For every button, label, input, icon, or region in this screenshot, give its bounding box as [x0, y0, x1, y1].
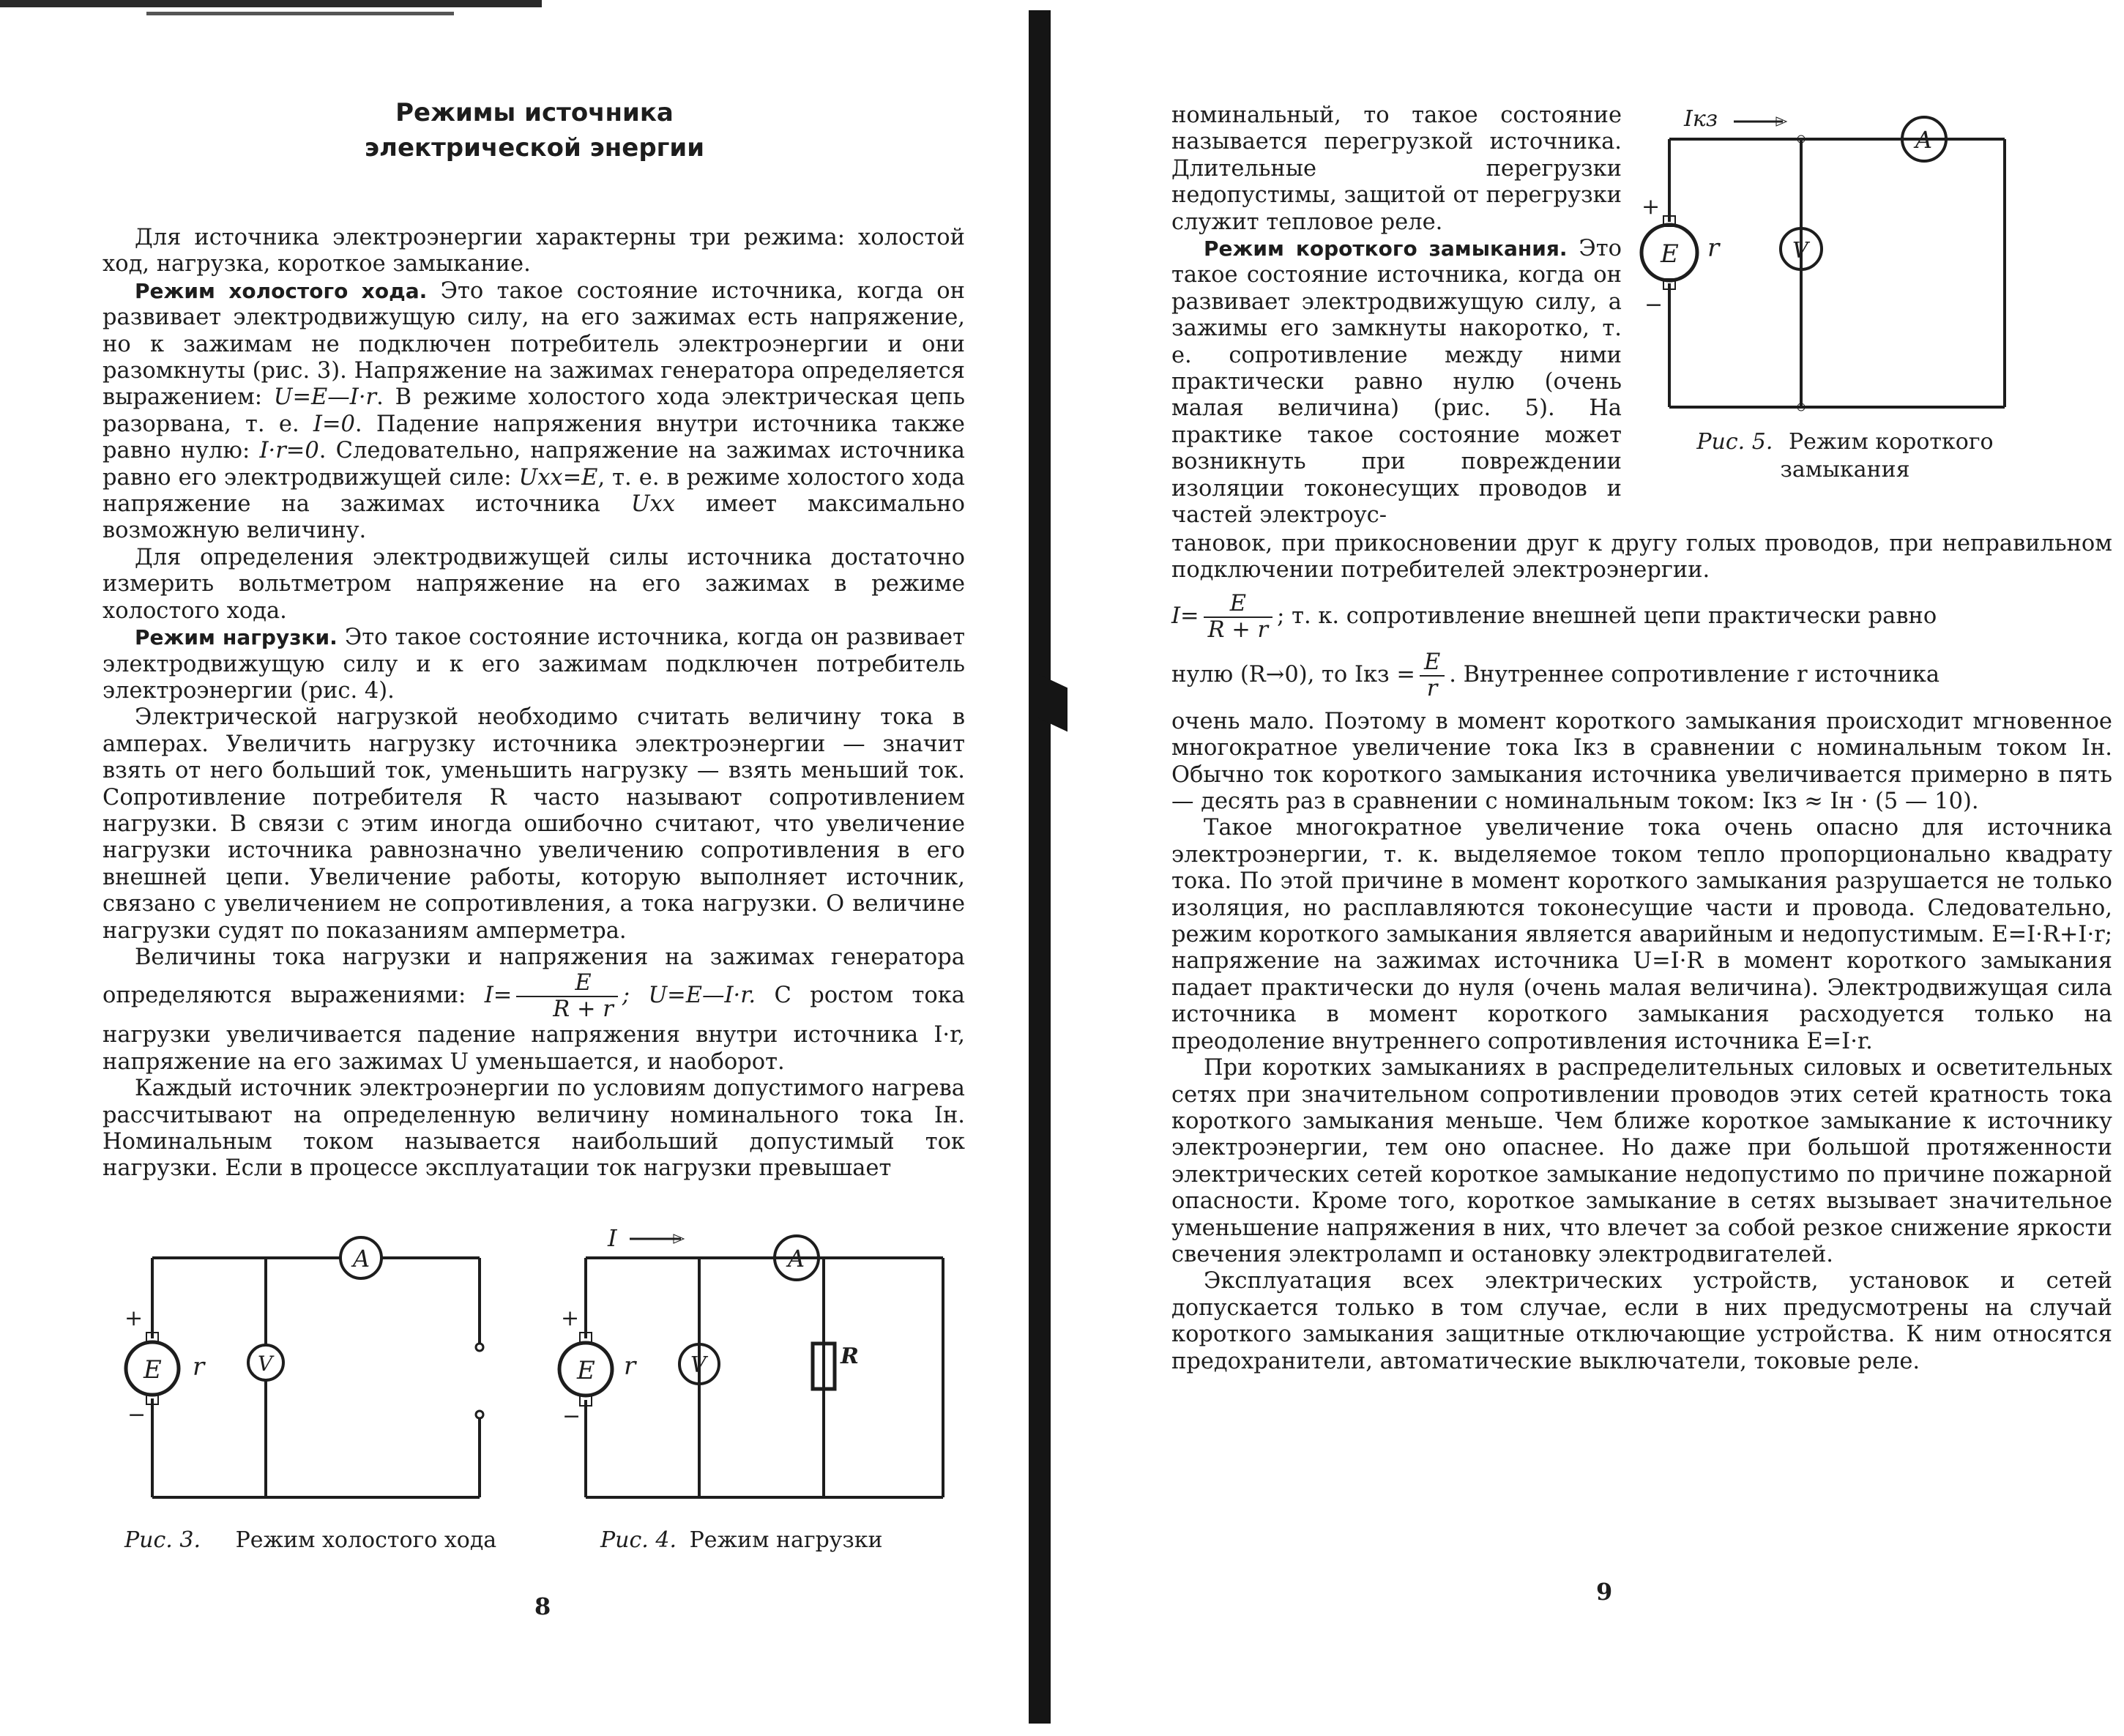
fig3-source-emf-label: E: [144, 1355, 162, 1385]
idle-text-d: . Следовательно, напряжение на зажимах источника равно его электродвижущей силе:: [103, 438, 965, 491]
left-page-number: 8: [534, 1592, 551, 1620]
fraction-e-over-rr-2: [1204, 592, 1273, 643]
fraction-e-over-r: [1420, 650, 1445, 701]
fig3-plus-label: +: [124, 1305, 144, 1331]
fig3-internal-r-label: r: [193, 1352, 205, 1382]
fig4-load-label: R: [841, 1344, 859, 1369]
formula-u-e-ir-2: ; U=E—I·r.: [622, 983, 756, 1009]
fraction-3-denominator: r: [1426, 675, 1438, 701]
fraction-denominator: R + r: [553, 996, 614, 1023]
fig5-internal-r-label: r: [1707, 234, 1720, 263]
figure-4-caption: [600, 1527, 966, 1554]
book-spine: [1029, 10, 1051, 1724]
figure-4-caption-text: Режим нагрузки: [689, 1527, 883, 1553]
fig3-open-contact-top: [476, 1344, 483, 1351]
heading-short-circuit-mode: Режим короткого замыкания.: [1204, 236, 1568, 261]
title-line-1: Режимы источника: [395, 98, 674, 127]
figure-5-caption: [1655, 428, 2035, 484]
formula-line-1: [1171, 592, 2112, 643]
formula-u-e-ir: U=E—I·r: [273, 384, 377, 411]
fig4-voltmeter-label: V: [690, 1352, 707, 1378]
title-line-2: электрической энергии: [364, 133, 705, 163]
paragraph-distribution-networks: При коротких замыканиях в распределительных силовых и осветительных сетях при значительном сопротивлении проводов этих сетей кратность тока короткого замыкания меньше. Чем ближе короткое замыкание к источнику электроэнергии, тем оно опаснее. Но даже при большой протяженности электрических сетей короткое замыкание недопустимо по причине пожарной опасности. Кроме того, короткое замыкание в сетях вызывает значительное уменьшение напряжения в них, что влечет за собой резкое снижение яркости свечения электроламп и остановку электродвигателей.: [1171, 1055, 2112, 1267]
fig4-plus-label: +: [561, 1305, 580, 1331]
idle-text-g: имеет максимально возможную величину.: [103, 491, 965, 544]
formula-2-after: . Внутреннее сопротивление r источника: [1449, 661, 1940, 688]
fig3-ammeter-label: A: [353, 1245, 370, 1273]
fig4-internal-r-label: r: [624, 1352, 636, 1381]
idle-text-b: . В режиме холостого хода электрическая цепь разорвана, т. е.: [103, 384, 965, 437]
fig5-plus-label: +: [1642, 194, 1661, 220]
formula-line-2: [1171, 650, 2112, 701]
fig5-source-emf-label: E: [1661, 239, 1679, 269]
fraction-2-denominator: R + r: [1207, 616, 1269, 643]
left-page: [0, 0, 1025, 1736]
formula-i-lhs: I=: [484, 983, 513, 1009]
formula-uxx-e: Uхх=E: [518, 464, 598, 491]
load-mode-text: Это такое состояние источника, когда он развивает электродвижущую силу и к его зажимам подключен потребитель электроэнергии (рис. 4).: [103, 625, 965, 704]
section-title: [308, 95, 761, 165]
paragraph-load-definition: Электрической нагрузкой необходимо считать величину тока в амперах. Увеличить нагрузку источника электроэнергии — значит взять от него больший ток, уменьшить нагрузку — взять меньший ток. Сопротивление потребителя R часто называют сопротивлением нагрузки. В связи с этим иногда ошибочно считают, что увеличение нагрузки источника равнозначно увеличению сопротивления в его внешней цепи. Увеличение работы, которую выполняет источник, связано с увеличением не сопротивления, а тока нагрузки. О величине нагрузки судят по показаниям амперметра.: [103, 704, 965, 944]
paragraph-short-circuit-cont: тановок, при прикосновении друг к другу голых проводов, при неправильном подключении потребителей электроэнергии.: [1171, 531, 2112, 584]
figure-5-short-circuit: [1642, 103, 2028, 410]
formula-ir-zero: I·r=0: [259, 438, 319, 464]
figure-5-caption-text: Режим короткого замыкания: [1780, 429, 1994, 483]
figure-3-idle-circuit: [117, 1215, 498, 1508]
right-body-text-wide: [1171, 531, 2112, 1375]
right-page-number: 9: [1596, 1578, 1613, 1606]
formula-1-lhs: I=: [1171, 603, 1199, 629]
fig3-minus-label: −: [127, 1402, 146, 1428]
fig5-voltmeter-label: V: [1792, 238, 1808, 264]
paragraph-load-mode: [103, 625, 965, 704]
short-circuit-text: Это такое состояние источника, когда он развивает электродвижущую силу, а зажимы его замкнуты накоротко, т. е. сопротивление между ними практически равно нулю (очень малая величина) (рис. 5). На практике такое состояние может возникнуть при повреждении изоляции токонесущих проводов и частей электроус-: [1171, 236, 1622, 529]
idle-text-e: , т. е. в режиме холостого хода напряжение на зажимах источника: [103, 464, 965, 518]
fig5-minus-label: −: [1644, 292, 1663, 318]
fig4-source-emf-label: E: [577, 1356, 595, 1385]
fig5-current-label: Iкз: [1684, 106, 1718, 132]
figure-3-caption: [124, 1527, 498, 1554]
right-body-text-narrow: [1171, 103, 1622, 529]
paragraph-emf-measure: Для определения электродвижущей силы источника достаточно измерить вольтметром напряжение на его зажимах в режиме холостого хода.: [103, 544, 965, 624]
figure-3-caption-text: Режим холостого хода: [235, 1527, 497, 1553]
formula-2-before: нулю (R→0), то Iкз =: [1171, 661, 1415, 688]
fraction-e-over-rr: [516, 971, 618, 1022]
fraction-2-numerator: E: [1204, 592, 1273, 618]
figure-3-caption-num: Рис. 3.: [124, 1527, 201, 1553]
figure-5-caption-num: Рис. 5.: [1696, 429, 1773, 455]
paragraph-nominal-current: Каждый источник электроэнергии по условиям допустимого нагрева рассчитывают на определенную величину номинального тока Iн. Номинальным током называется наибольший допустимый ток нагрузки. Если в процессе эксплуатации ток нагрузки превышает: [103, 1076, 965, 1182]
left-body-text: [103, 225, 965, 1182]
fig3-voltmeter-label: V: [258, 1352, 273, 1376]
right-page: [1054, 0, 2124, 1736]
paragraph-load-formulas: [103, 945, 965, 1076]
paragraph-idle-mode: [103, 278, 965, 545]
paragraph-overload: номинальный, то такое состояние называется перегрузкой источника. Длительные перегрузки недопустимы, защитой от перегрузки служит тепловое реле.: [1171, 103, 1622, 235]
paragraph-intro: Для источника электроэнергии характерны три режима: холостой ход, нагрузка, короткое замыкание.: [103, 225, 965, 277]
idle-text-c: . Падение напряжения внутри источника также равно нулю:: [103, 411, 965, 464]
paragraph-danger: Такое многократное увеличение тока очень опасно для источника электроэнергии, т. к. выделяемое током тепло пропорционально квадрату тока. По этой причине в момент короткого замыкания разрушается не только изоляция, но расплавляются токонесущие части и провода. Следовательно, режим короткого замыкания является аварийным и недопустимым. E=I·R+I·r; напряжение на зажимах источника U=I·R в момент короткого замыкания падает практически до нуля (очень малая величина). Электродвижущая сила источника в момент короткого замыкания расходуется только на преодоление внутреннего сопротивления источника E=I·r.: [1171, 815, 2112, 1054]
heading-idle-mode: Режим холостого хода.: [135, 278, 428, 303]
paragraph-internal-resistance: очень мало. Поэтому в момент короткого замыкания происходит мгновенное многократное увеличение тока Iкз в сравнении с номинальным током Iн. Обычно ток короткого замыкания источника увеличивается примерно в пять — десять раз в сравнении с номинальным током: Iкз ≈ Iн · (5 — 10).: [1171, 708, 2112, 815]
fig5-ammeter-label: A: [1915, 126, 1933, 154]
idle-text-a: Это такое состояние источника, когда он развивает электродвижущую силу, на его зажимах есть напряжение, но к зажимам не подключен потребитель электроэнергии и они разомкнуты (рис. 3). Напряжение на зажимах генератора определяется выражением:: [103, 277, 965, 411]
formula-uxx: Uхх: [630, 491, 676, 518]
formulas-intro: Величины тока нагрузки и напряжения на зажимах генератора определяются выражениями:: [103, 944, 965, 1009]
figure-4-caption-num: Рис. 4.: [600, 1527, 677, 1553]
fig4-ammeter-label: A: [788, 1245, 805, 1273]
fraction-numerator: E: [516, 971, 618, 997]
fig4-minus-label: −: [562, 1404, 581, 1429]
paragraph-short-circuit-mode: [1171, 236, 1622, 529]
paragraph-protection: Эксплуатация всех электрических устройств, установок и сетей допускается только в том случае, если в них предусмотрены на случай короткого замыкания защитные отключающие устройства. К ним относятся предохранители, автоматические выключатели, токовые реле.: [1171, 1268, 2112, 1374]
fig4-current-label: I: [608, 1224, 617, 1252]
formulas-tail: С ростом тока нагрузки увеличивается падение напряжения внутри источника I·r, напряжение на его зажимах U уменьшается, и наоборот.: [103, 983, 965, 1075]
formula-1-after: ; т. к. сопротивление внешней цепи практически равно: [1277, 603, 1937, 629]
fraction-3-numerator: E: [1420, 650, 1445, 677]
heading-load-mode: Режим нагрузки.: [135, 625, 338, 650]
figure-4-load-circuit: [549, 1215, 974, 1508]
fig3-open-contact-bottom: [476, 1411, 483, 1418]
formula-i-zero: I=0: [313, 411, 355, 437]
